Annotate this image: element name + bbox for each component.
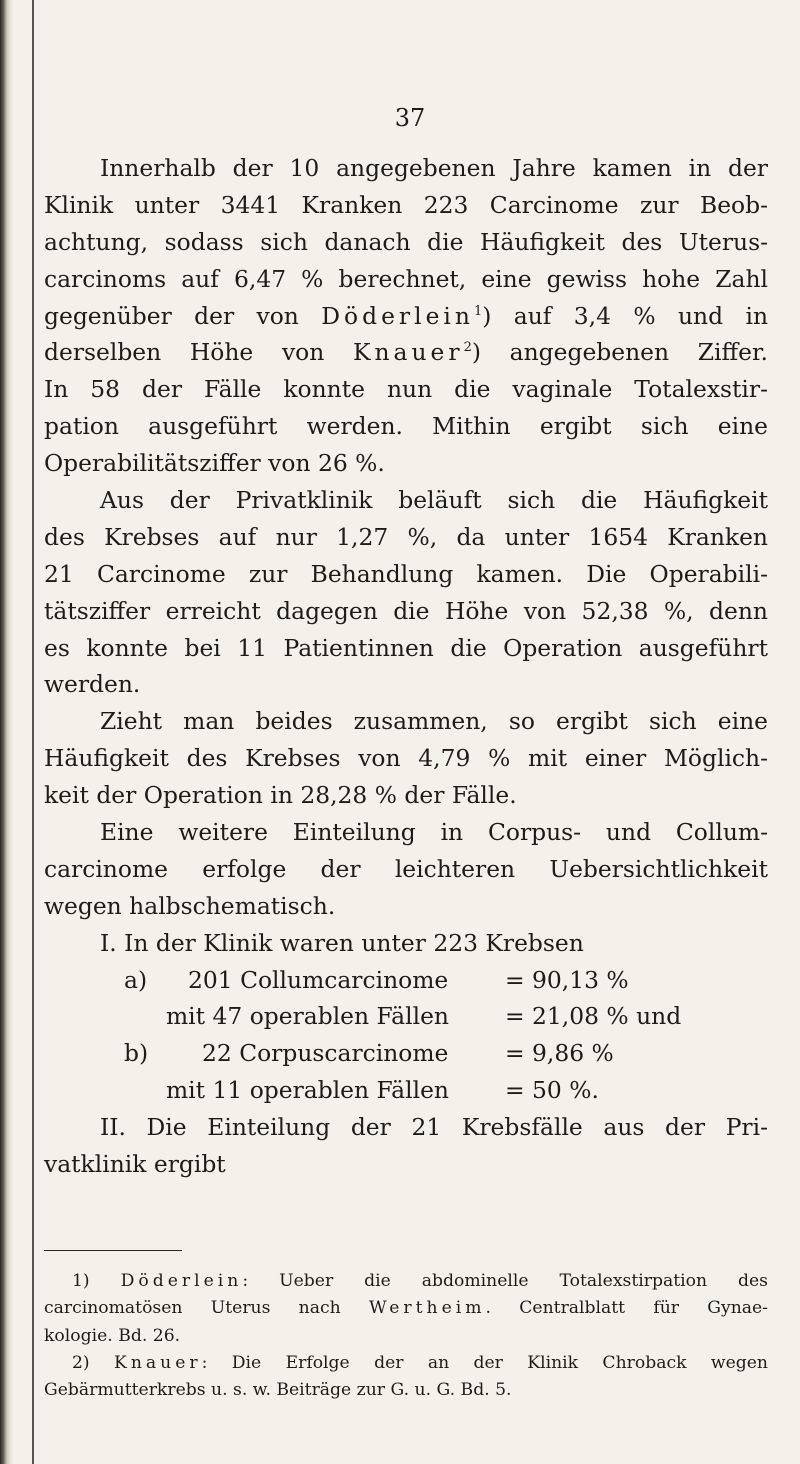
text-line: wegen halbschematisch. (44, 891, 336, 920)
text-line: werden. (44, 670, 141, 699)
text-line: des Krebses auf nur 1,27 %, da unter 1654 Kranken (44, 522, 768, 551)
text-line: Zieht man beides zusammen, so ergibt sich eine (100, 707, 768, 736)
list-text: 201 Collumcarcinome (188, 965, 449, 994)
text-line: Aus der Privatklinik beläuft sich die Häufigkeit (100, 486, 768, 515)
text-line: achtung, sodass sich danach die Häufigkeit des Uterus- (44, 227, 768, 256)
author-name-knauer: Knauer (114, 1352, 202, 1373)
list-value: = 90,13 % (505, 965, 629, 994)
list-heading-i: I. In der Klinik waren unter 223 Krebsen (100, 928, 584, 957)
text-line: es konnte bei 11 Patientinnen die Operation ausgeführt (44, 633, 768, 662)
text-line (44, 298, 768, 335)
list-text: mit 47 operablen Fällen (166, 1002, 449, 1031)
list-item-b (44, 1035, 768, 1072)
text-line: pation ausgeführt werden. Mithin ergibt sich eine (44, 412, 768, 441)
footnote-2-line-2: Gebärmutterkrebs u. s. w. Beiträge zur G. u. G. Bd. 5. (44, 1380, 512, 1401)
page-number: 37 (394, 104, 426, 132)
text-fragment: 1) (72, 1271, 121, 1291)
footnote-1 (44, 1268, 768, 1295)
text-line: tätsziffer erreicht dagegen die Höhe von 52,38 %, denn (44, 596, 768, 625)
list-value: = 50 %. (505, 1076, 599, 1105)
text-fragment: . Centralblatt für Gynae- (485, 1298, 768, 1319)
text-fragment: ) auf 3,4 % und in (482, 301, 769, 330)
footnote-1-line-2 (44, 1295, 768, 1322)
footnote-ref-1: 1 (473, 303, 483, 319)
text-line: vatklinik ergibt (44, 1150, 226, 1179)
list-text: mit 11 operablen Fällen (166, 1076, 449, 1105)
text-line: Operabilitätsziffer von 26 %. (44, 449, 385, 478)
author-name-knauer: Knauer (352, 338, 464, 367)
text-fragment: : Die Erfolge der an der Klinik Chroback wegen (201, 1352, 768, 1373)
text-line: Häufigkeit des Krebses von 4,79 % mit einer Möglich- (44, 744, 768, 773)
text-fragment: : Ueber die abdominelle Totalexstirpation des (242, 1271, 768, 1291)
text-fragment: 2) (72, 1352, 114, 1373)
text-fragment: ) angegebenen Ziffer. (471, 338, 768, 367)
body-text (44, 150, 768, 1183)
footnote-separator (44, 1250, 182, 1251)
book-gutter-shadow (0, 0, 14, 1464)
text-line: In 58 der Fälle konnte nun die vaginale Totalexstir- (44, 375, 768, 404)
text-fragment: derselben Höhe von (44, 338, 353, 367)
text-line: Eine weitere Einteilung in Corpus- und Collum- (100, 818, 768, 847)
list-value: = 9,86 % (505, 1039, 614, 1068)
author-name-doederlein: Döderlein (321, 301, 474, 330)
footnote-ref-2: 2 (463, 340, 472, 356)
text-fragment: carcinomatösen Uterus nach (44, 1298, 369, 1319)
list-label: b) (124, 1039, 149, 1068)
text-line: 21 Carcinome zur Behandlung kamen. Die Operabili- (44, 559, 768, 588)
text-fragment: gegenüber der von (44, 301, 322, 330)
text-line (44, 334, 768, 371)
text-line: carcinoms auf 6,47 % berechnet, eine gewiss hohe Zahl (44, 264, 768, 293)
binding-edge-line (32, 0, 34, 1464)
list-item-b-operable (44, 1072, 768, 1109)
list-label: a) (124, 965, 148, 994)
author-name-doederlein: Döderlein (120, 1271, 243, 1291)
list-item-a-operable (44, 998, 768, 1035)
author-name-wertheim: Wertheim (368, 1298, 486, 1319)
text-line: Innerhalb der 10 angegebenen Jahre kamen in der (100, 154, 768, 182)
footnote-2 (44, 1350, 768, 1377)
footnotes (44, 1268, 768, 1404)
text-line: Klinik unter 3441 Kranken 223 Carcinome zur Beob- (44, 190, 768, 219)
list-value: = 21,08 % und (505, 1002, 682, 1031)
text-line: keit der Operation in 28,28 % der Fälle. (44, 781, 517, 810)
list-item-a (44, 962, 768, 999)
list-heading-ii: II. Die Einteilung der 21 Krebsfälle aus der Pri- (100, 1113, 768, 1142)
text-line: carcinome erfolge der leichteren Uebersichtlichkeit (44, 854, 768, 883)
footnote-1-line-3: kologie. Bd. 26. (44, 1325, 181, 1346)
list-text: 22 Corpuscarcinome (202, 1039, 449, 1068)
